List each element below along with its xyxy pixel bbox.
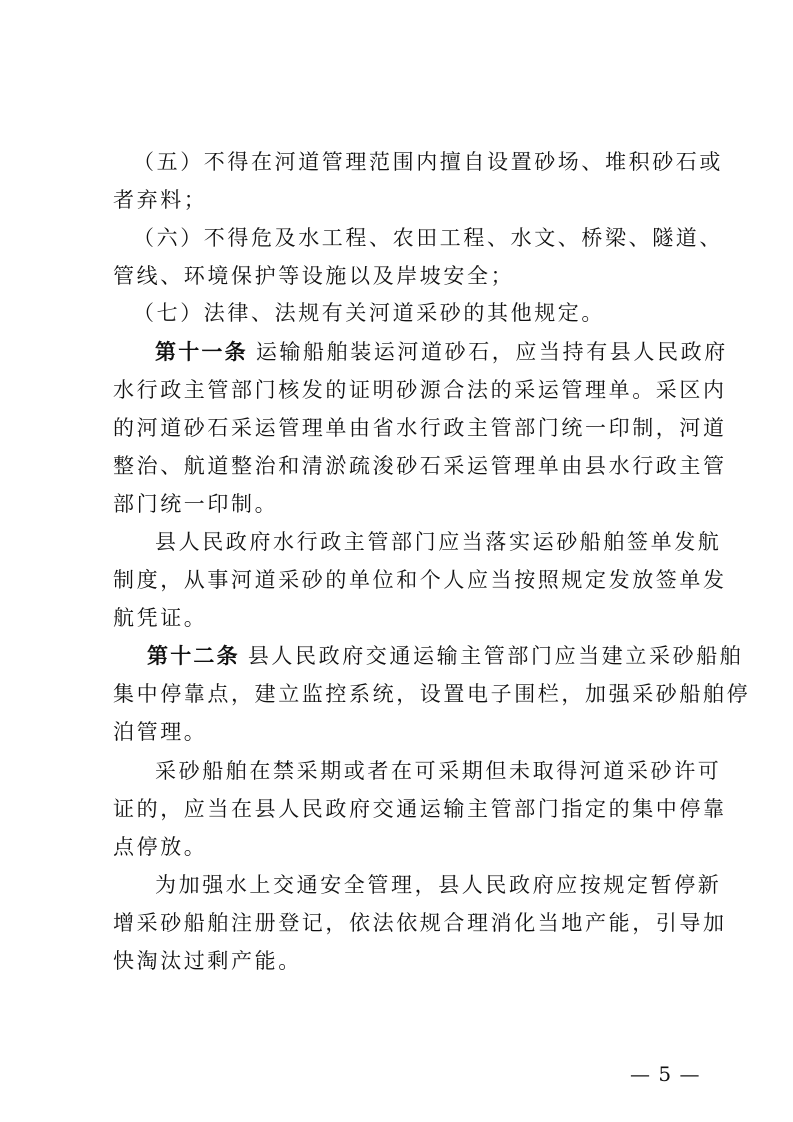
article-11-heading: 第十一条 bbox=[155, 340, 248, 364]
paragraph-1-line-1: （五）不得在河道管理范围内擅自设置砂场、堆积砂石或 bbox=[133, 150, 723, 174]
article-11-line-3: 的河道砂石采运管理单由省水行政主管部门统一印制，河道 bbox=[113, 416, 727, 440]
page-number: — 5 — bbox=[630, 1062, 701, 1086]
paragraph-2-line-1: （六）不得危及水工程、农田工程、水文、桥梁、隧道、 bbox=[133, 226, 723, 250]
paragraph-2-line-2: 管线、环境保护等设施以及岸坡安全； bbox=[113, 264, 515, 288]
article-12-line-2: 集中停靠点，建立监控系统，设置电子围栏，加强采砂船舶停 bbox=[113, 682, 751, 706]
article-12-para-3-line-1: 为加强水上交通安全管理，县人民政府应按规定暂停新 bbox=[155, 873, 722, 897]
article-12-para-2-line-2: 证的，应当在县人民政府交通运输主管部门指定的集中停靠 bbox=[113, 797, 727, 821]
article-12-line-1: 县人民政府交通运输主管部门应当建立采砂船舶 bbox=[247, 644, 744, 668]
article-12-heading: 第十二条 bbox=[147, 644, 240, 668]
article-11-line-5: 部门统一印制。 bbox=[113, 492, 279, 516]
article-12-line-3: 泊管理。 bbox=[113, 720, 208, 744]
article-12-para-2-line-1: 采砂船舶在禁采期或者在可采期但未取得河道采砂许可 bbox=[155, 759, 722, 783]
article-12-para-3-line-2: 增采砂船舶注册登记，依法依规合理消化当地产能，引导加 bbox=[113, 911, 727, 935]
article-11-line-2: 水行政主管部门核发的证明砂源合法的采运管理单。采区内 bbox=[113, 378, 727, 402]
article-11-para-2-line-3: 航凭证。 bbox=[113, 606, 208, 630]
article-12-para-2-line-3: 点停放。 bbox=[113, 835, 208, 859]
paragraph-3-line-1: （七）法律、法规有关河道采砂的其他规定。 bbox=[133, 301, 605, 325]
article-12-para-3-line-3: 快淘汰过剩产能。 bbox=[113, 949, 302, 973]
article-12-first-line bbox=[147, 641, 743, 671]
article-11-first-line bbox=[155, 337, 728, 367]
article-11-line-1: 运输船舶装运河道砂石，应当持有县人民政府 bbox=[255, 340, 728, 364]
paragraph-1-line-2: 者弃料； bbox=[113, 188, 208, 212]
article-11-para-2-line-2: 制度，从事河道采砂的单位和个人应当按照规定发放签单发 bbox=[113, 568, 727, 592]
article-11-para-2-line-1: 县人民政府水行政主管部门应当落实运砂船舶签单发航 bbox=[155, 530, 722, 554]
article-11-line-4: 整治、航道整治和清淤疏浚砂石采运管理单由县水行政主管 bbox=[113, 454, 727, 478]
